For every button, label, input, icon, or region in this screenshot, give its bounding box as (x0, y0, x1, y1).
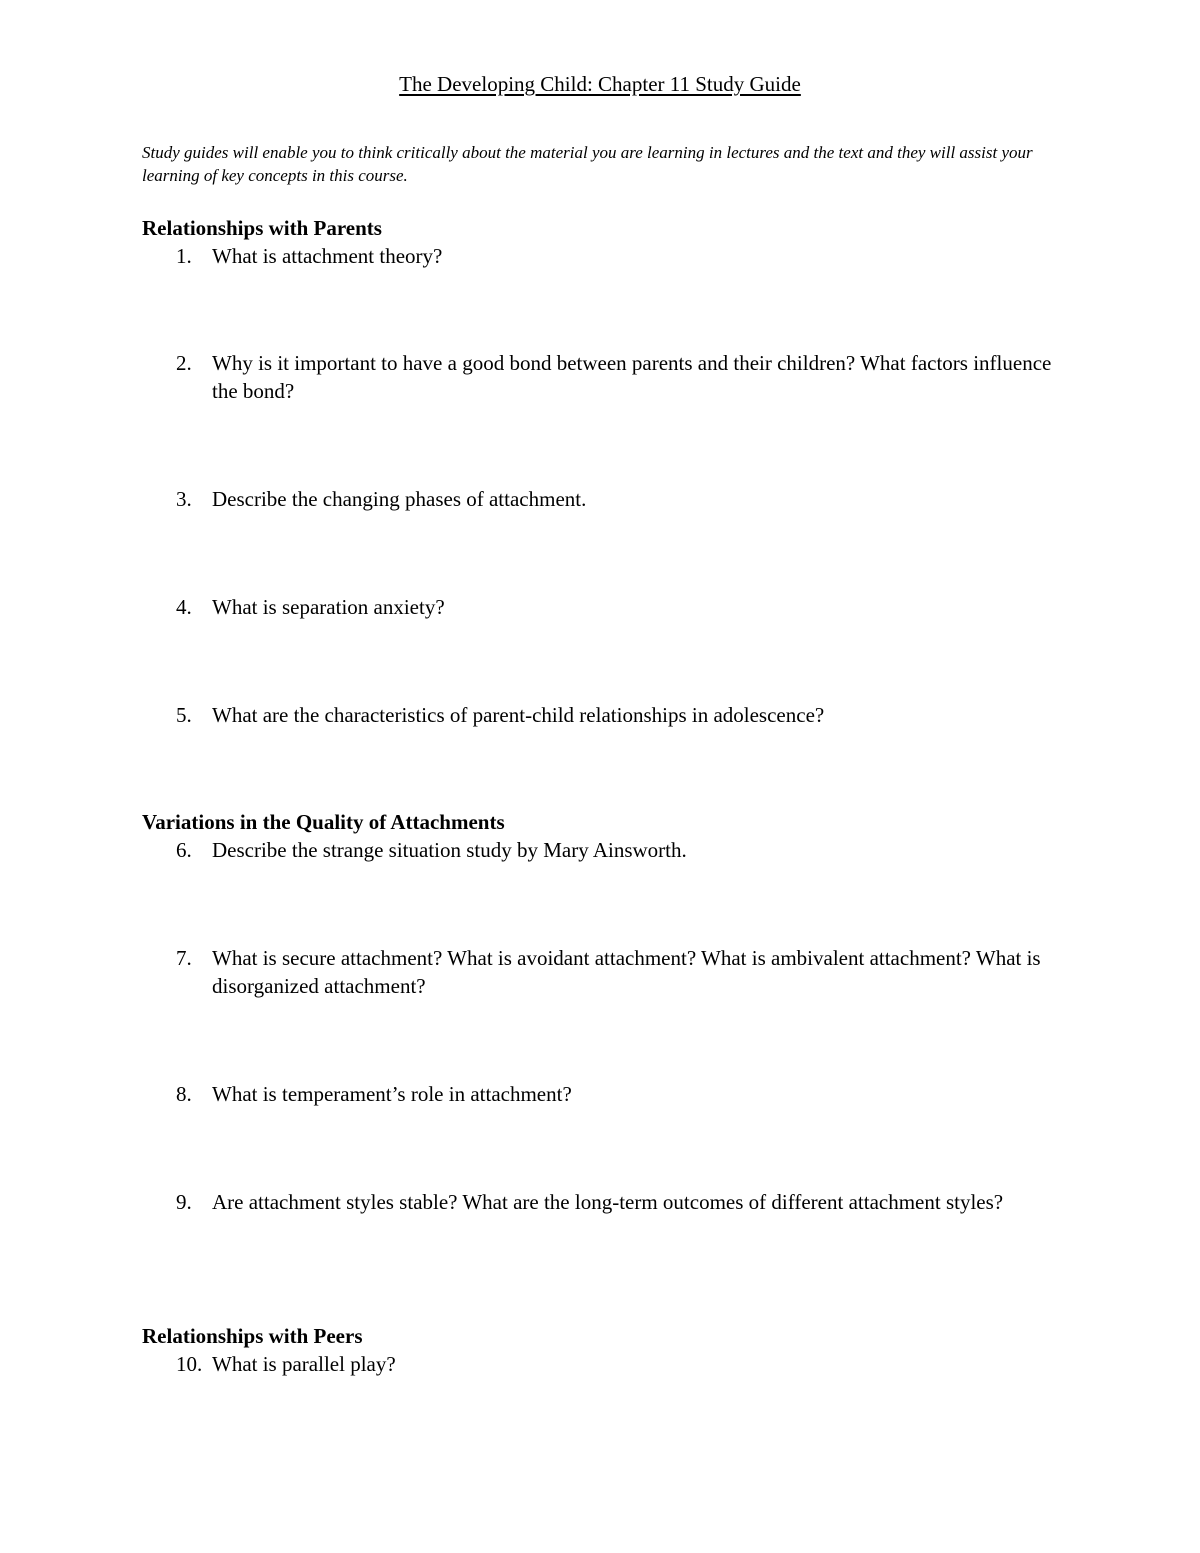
question-text: What is parallel play? (212, 1352, 396, 1376)
question-number: 10. (176, 1352, 203, 1376)
question-number: 4. (176, 595, 192, 619)
question-number: 2. (176, 351, 192, 375)
question-number: 1. (176, 244, 192, 268)
question-text: What is secure attachment? What is avoidant attachment? What is ambivalent attachment? What is disorganized attachment? (212, 946, 1041, 998)
section-heading-parents: Relationships with Parents (142, 216, 382, 240)
page-title: The Developing Child: Chapter 11 Study Guide (399, 72, 801, 96)
question-text: What is separation anxiety? (212, 595, 445, 619)
question-text: What are the characteristics of parent-child relationships in adolescence? (212, 703, 825, 727)
question-text: Why is it important to have a good bond between parents and their children? What factors influence the bond? (212, 351, 1052, 403)
question-number: 6. (176, 838, 192, 862)
question-number: 7. (176, 946, 192, 970)
question-number: 8. (176, 1082, 192, 1106)
question-number: 5. (176, 703, 192, 727)
question-text: Are attachment styles stable? What are the long-term outcomes of different attachment styles? (212, 1190, 1004, 1214)
section-heading-peers: Relationships with Peers (142, 1324, 363, 1348)
intro-text: Study guides will enable you to think critically about the material you are learning in lectures and the text and they will assist your learning of key concepts in this course. (142, 143, 1033, 185)
question-text: Describe the changing phases of attachment. (212, 487, 587, 511)
question-text: What is attachment theory? (212, 244, 443, 268)
section-heading-attachment-quality: Variations in the Quality of Attachments (142, 810, 505, 834)
question-text: Describe the strange situation study by Mary Ainsworth. (212, 838, 687, 862)
question-text: What is temperament’s role in attachment? (212, 1082, 572, 1106)
question-number: 9. (176, 1190, 192, 1214)
question-number: 3. (176, 487, 192, 511)
